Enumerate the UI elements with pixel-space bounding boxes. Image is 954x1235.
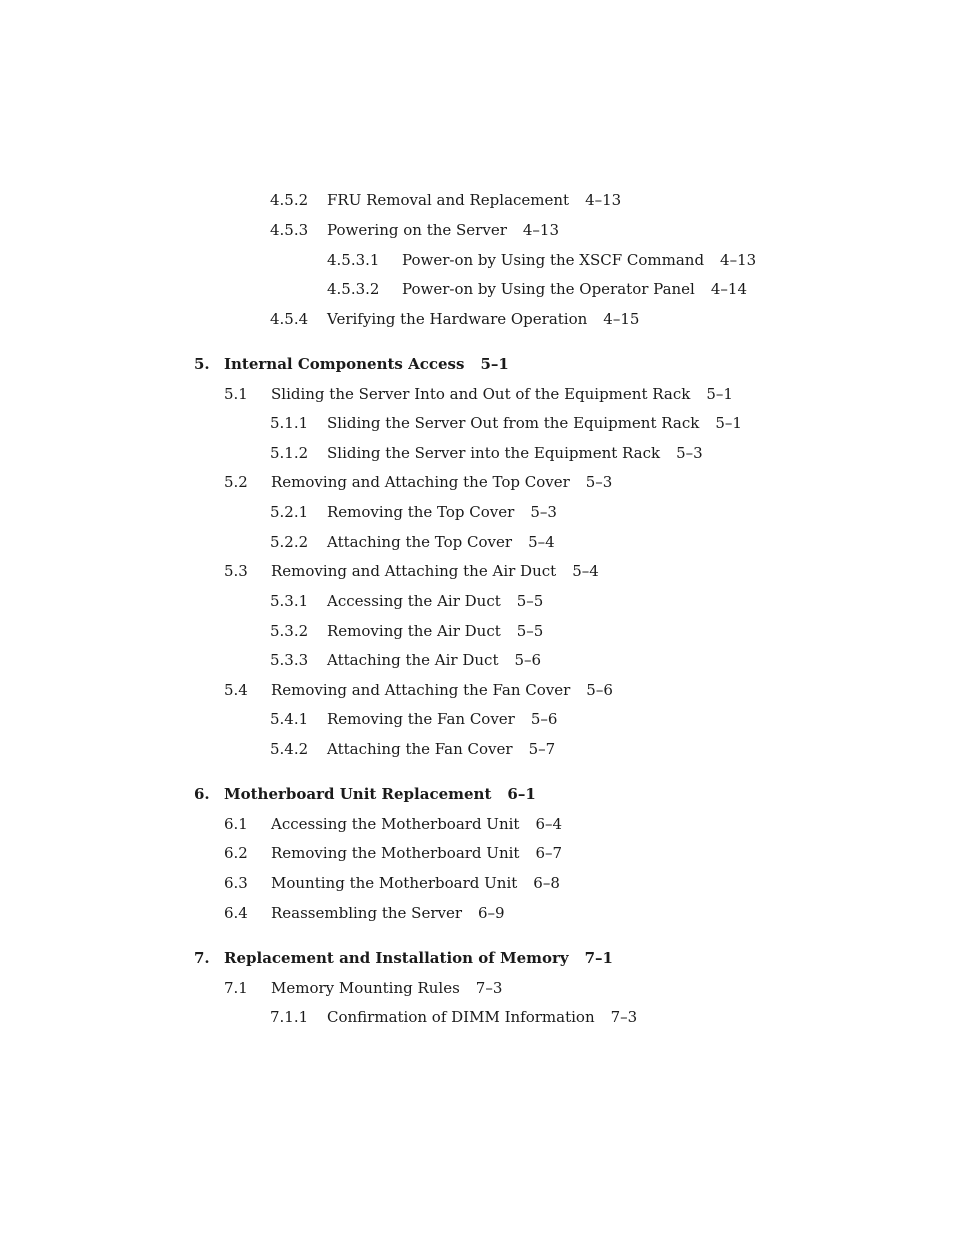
toc-page-number: 4–13 bbox=[585, 191, 622, 209]
toc-page-number: 6–9 bbox=[478, 904, 505, 922]
toc-page-number: 5–5 bbox=[516, 622, 544, 640]
toc-number: 7. bbox=[194, 949, 210, 967]
toc-title: Power-on by Using the XSCF Command 4–13 bbox=[402, 251, 757, 269]
toc-number: 5.4.2 bbox=[270, 740, 309, 758]
toc-title: Internal Components Access 5–1 bbox=[224, 355, 509, 373]
toc-title: Power-on by Using the Operator Panel 4–14 bbox=[402, 280, 747, 298]
toc-page-number: 5–4 bbox=[528, 533, 555, 551]
toc-page-number: 5–1 bbox=[480, 355, 509, 373]
toc-number: 5.1.2 bbox=[270, 444, 309, 462]
toc-number: 5.3.3 bbox=[270, 651, 309, 669]
toc-number: 4.5.2 bbox=[270, 191, 309, 209]
toc-number: 5.1 bbox=[224, 385, 248, 403]
toc-page-number: 5–3 bbox=[676, 444, 703, 462]
toc-title: Powering on the Server 4–13 bbox=[327, 221, 560, 239]
toc-page-number: 4–15 bbox=[603, 310, 640, 328]
toc-page-number: 5–5 bbox=[516, 592, 544, 610]
toc-number: 5.3.2 bbox=[270, 622, 309, 640]
toc-page-number: 4–13 bbox=[522, 221, 560, 239]
toc-title: Memory Mounting Rules 7–3 bbox=[271, 979, 503, 997]
toc-title: Verifying the Hardware Operation 4–15 bbox=[327, 310, 640, 328]
toc-page-number: 5–6 bbox=[514, 651, 542, 669]
toc-page-number: 6–1 bbox=[507, 785, 536, 803]
toc-title: Removing the Motherboard Unit 6–7 bbox=[271, 844, 563, 862]
toc-number: 5. bbox=[194, 355, 210, 373]
toc-page-number: 5–6 bbox=[530, 710, 558, 728]
toc-title: Removing and Attaching the Fan Cover 5–6 bbox=[271, 681, 613, 699]
toc-page-number: 5–3 bbox=[585, 473, 613, 491]
toc-number: 4.5.3 bbox=[270, 221, 309, 239]
toc-page-number: 5–3 bbox=[530, 503, 557, 521]
toc-title: Removing the Top Cover 5–3 bbox=[327, 503, 557, 521]
toc-number: 5.4 bbox=[224, 681, 248, 699]
toc-number: 5.2.2 bbox=[270, 533, 309, 551]
toc-page-number: 7–3 bbox=[475, 979, 503, 997]
toc-title: Reassembling the Server 6–9 bbox=[271, 904, 505, 922]
toc-number: 4.5.4 bbox=[270, 310, 309, 328]
toc-title: Removing the Air Duct 5–5 bbox=[327, 622, 544, 640]
toc-title: FRU Removal and Replacement 4–13 bbox=[327, 191, 622, 209]
toc-number: 4.5.3.2 bbox=[327, 280, 380, 298]
toc-number: 6.3 bbox=[224, 874, 248, 892]
toc-title: Removing and Attaching the Top Cover 5–3 bbox=[271, 473, 613, 491]
toc-page-number: 5–1 bbox=[715, 414, 742, 432]
toc-number: 4.5.3.1 bbox=[327, 251, 380, 269]
toc-page-number: 6–7 bbox=[535, 844, 563, 862]
toc-title: Removing and Attaching the Air Duct 5–4 bbox=[271, 562, 599, 580]
toc-page-number: 7–1 bbox=[584, 949, 613, 967]
toc-page-number: 5–7 bbox=[528, 740, 556, 758]
toc-number: 5.4.1 bbox=[270, 710, 309, 728]
toc-title: Confirmation of DIMM Information 7–3 bbox=[327, 1008, 638, 1026]
toc-page-number: 7–3 bbox=[610, 1008, 638, 1026]
toc-title: Accessing the Motherboard Unit 6–4 bbox=[271, 815, 563, 833]
toc-number: 5.2.1 bbox=[270, 503, 309, 521]
toc-title: Attaching the Fan Cover 5–7 bbox=[327, 740, 556, 758]
toc-title: Motherboard Unit Replacement 6–1 bbox=[224, 785, 536, 803]
toc-title: Sliding the Server Into and Out of the Equipment Rack 5–1 bbox=[271, 385, 733, 403]
toc-page-number: 5–4 bbox=[572, 562, 599, 580]
toc-title: Sliding the Server Out from the Equipment Rack 5–1 bbox=[327, 414, 742, 432]
toc-title: Attaching the Top Cover 5–4 bbox=[327, 533, 555, 551]
toc-number: 6.2 bbox=[224, 844, 248, 862]
toc-number: 5.3.1 bbox=[270, 592, 309, 610]
toc-page-number: 5–6 bbox=[586, 681, 613, 699]
toc-number: 5.2 bbox=[224, 473, 248, 491]
toc-number: 5.3 bbox=[224, 562, 248, 580]
toc-title: Removing the Fan Cover 5–6 bbox=[327, 710, 558, 728]
toc-number: 6. bbox=[194, 785, 210, 803]
toc-title: Mounting the Motherboard Unit 6–8 bbox=[271, 874, 560, 892]
toc-page-number: 5–1 bbox=[706, 385, 733, 403]
toc-title: Accessing the Air Duct 5–5 bbox=[327, 592, 544, 610]
toc-number: 7.1 bbox=[224, 979, 248, 997]
toc-page-number: 4–13 bbox=[720, 251, 757, 269]
toc-number: 6.1 bbox=[224, 815, 248, 833]
toc-title: Replacement and Installation of Memory 7–1 bbox=[224, 949, 613, 967]
toc-title: Attaching the Air Duct 5–6 bbox=[327, 651, 542, 669]
toc-page-number: 4–14 bbox=[710, 280, 747, 298]
toc-page-number: 6–8 bbox=[533, 874, 560, 892]
toc-number: 5.1.1 bbox=[270, 414, 309, 432]
toc-page-number: 6–4 bbox=[535, 815, 563, 833]
toc-number: 7.1.1 bbox=[270, 1008, 309, 1026]
toc-title: Sliding the Server into the Equipment Rack 5–3 bbox=[327, 444, 703, 462]
toc-number: 6.4 bbox=[224, 904, 248, 922]
